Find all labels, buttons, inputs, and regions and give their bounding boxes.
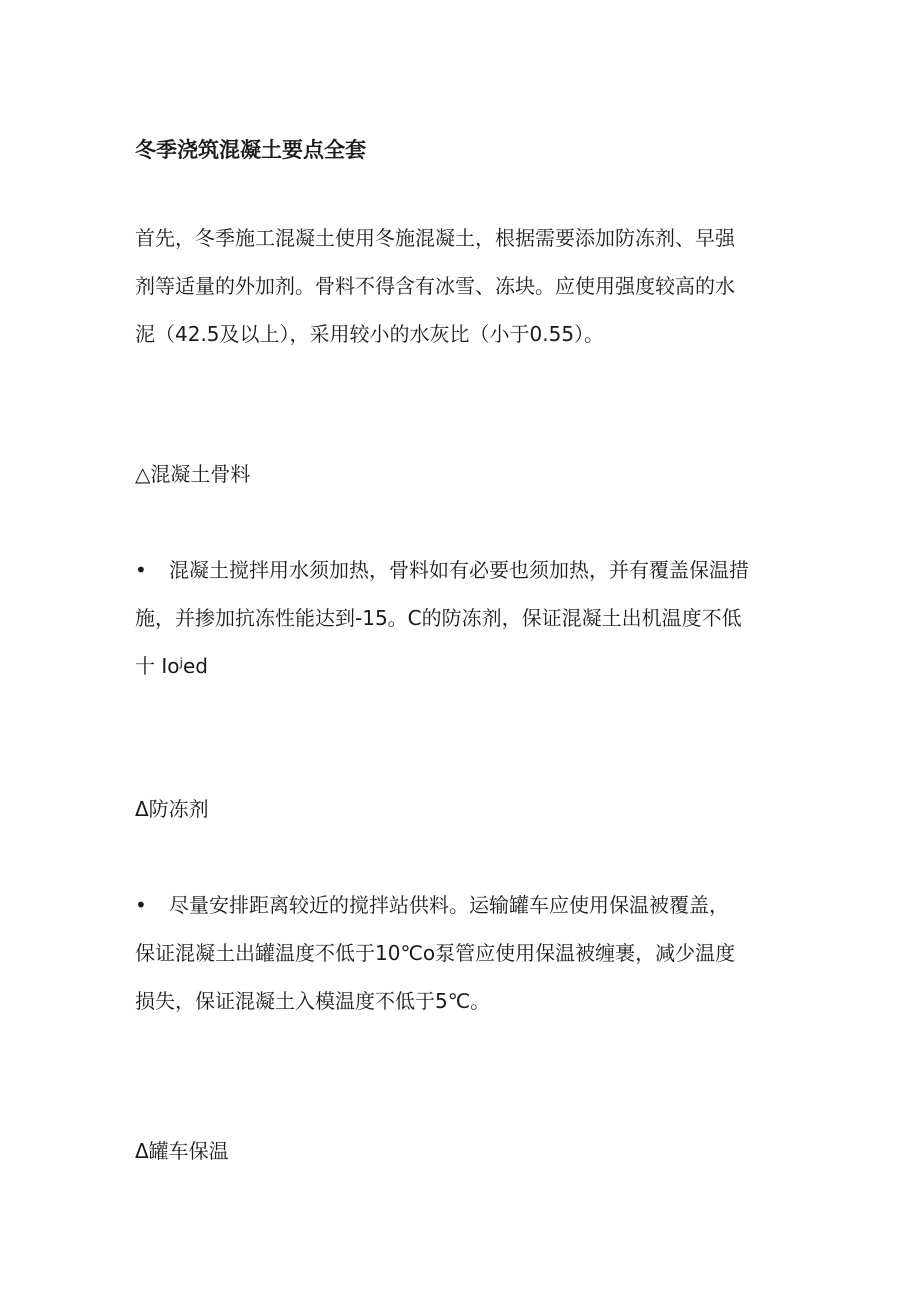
intro-line-1: 首先，冬季施工混凝土使用冬施混凝土，根据需要添加防冻剂、早强	[135, 226, 735, 250]
antifreeze-line-1-text: 尽量安排距离较近的搅拌站供料。运输罐车应使用保温被覆盖，	[169, 893, 729, 917]
bullet-marker: •	[135, 558, 147, 582]
bullet-marker: •	[135, 893, 147, 917]
aggregate-line-2: 施，并掺加抗冻性能达到-15。C的防冻剂，保证混凝土出机温度不低	[135, 606, 742, 630]
aggregate-paragraph	[135, 546, 790, 690]
antifreeze-paragraph	[135, 881, 790, 1025]
intro-paragraph	[135, 214, 790, 358]
intro-line-3: 泥（42.5及以上），采用较小的水灰比（小于0.55）。	[135, 322, 605, 346]
section-heading-truck-insulation: Δ罐车保温	[135, 1139, 229, 1163]
antifreeze-line-1	[135, 881, 790, 929]
antifreeze-line-3: 损失，保证混凝土入模温度不低于5℃。	[135, 989, 491, 1013]
document-title: 冬季浇筑混凝土要点全套	[135, 138, 366, 162]
aggregate-line-3: 十 Ioʲed	[135, 654, 208, 678]
aggregate-line-1	[135, 546, 790, 594]
section-heading-antifreeze: Δ防冻剂	[135, 797, 209, 821]
aggregate-line-1-text: 混凝土搅拌用水须加热，骨料如有必要也须加热，并有覆盖保温措	[169, 558, 749, 582]
section-heading-aggregate: △混凝土骨料	[135, 462, 251, 486]
intro-line-2: 剂等适量的外加剂。骨料不得含有冰雪、冻块。应使用强度较高的水	[135, 274, 735, 298]
antifreeze-line-2: 保证混凝土出罐温度不低于10℃o泵管应使用保温被缠裹，减少温度	[135, 941, 736, 965]
